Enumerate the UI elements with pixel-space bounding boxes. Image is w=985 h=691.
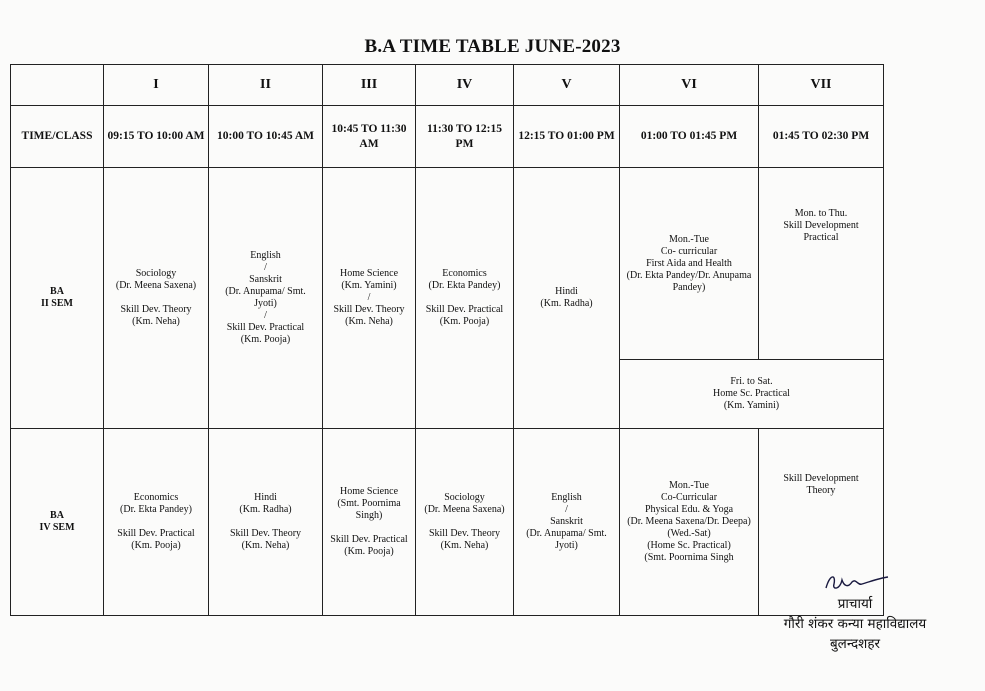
class-cell: [620, 429, 759, 616]
cell-line: /: [264, 310, 267, 321]
cell-line: Skill Development: [783, 220, 859, 231]
cell-line: (Dr. Meena Saxena): [424, 504, 505, 515]
cell-line: [106, 516, 206, 528]
class-cell: [620, 360, 884, 429]
period-header: II: [209, 65, 323, 106]
cell-line: Co-Curricular: [660, 492, 718, 503]
cell-line: Mon.-Tue: [669, 480, 709, 491]
cell-line: (Home Sc. Practical): [647, 540, 731, 551]
cell-line: Sociology: [135, 268, 177, 279]
cell-line: [418, 516, 511, 528]
class-cell: [759, 168, 884, 360]
cell-line: (Km. Neha): [345, 316, 393, 327]
cell-line: Hindi: [254, 492, 277, 503]
cell-line: (Smt. Poornima Singh: [644, 552, 734, 563]
cell-line: Skill Dev. Theory: [333, 304, 405, 315]
cell-line: (Km. Pooja): [439, 316, 490, 327]
cell-line: (Dr. Ekta Pandey): [120, 504, 192, 515]
cell-line: Economics: [442, 268, 487, 279]
time-slot: 09:15 TO 10:00 AM: [104, 106, 209, 168]
cell-line: Jyoti): [254, 298, 277, 309]
cell-line: [418, 292, 511, 304]
cell-line: Skill Dev. Theory: [229, 528, 302, 539]
class-cell: [620, 168, 759, 360]
cell-line: Practical: [803, 232, 839, 243]
sem4-label: BA IV SEM: [11, 429, 104, 616]
cell-line: Pandey): [672, 281, 706, 293]
class-cell: [104, 429, 209, 616]
college-city: बुलन्दशहर: [829, 636, 881, 652]
signature-mark: [822, 572, 892, 594]
cell-line: Fri. to Sat.: [730, 376, 773, 387]
cell-line: English: [250, 250, 281, 261]
period-header: IV: [416, 65, 514, 106]
cell-line: Jyoti): [555, 540, 578, 551]
time-slot: 01:45 TO 02:30 PM: [759, 106, 884, 168]
time-slot: 12:15 TO 01:00 PM: [514, 106, 620, 168]
time-slot: 11:30 TO 12:15 PM: [416, 106, 514, 168]
cell-line: (Km. Pooja): [344, 546, 394, 557]
principal-designation: प्राचार्या: [837, 596, 873, 612]
cell-line: Skill Dev. Practical: [425, 304, 504, 315]
cell-line: Skill Dev. Practical: [226, 322, 305, 333]
time-row: [11, 106, 884, 168]
period-header-row: [11, 65, 884, 106]
cell-line: (Dr. Meena Saxena): [115, 280, 197, 291]
timetable: [10, 64, 884, 616]
cell-line: Hindi: [555, 286, 578, 297]
page-title: B.A TIME TABLE JUNE-2023: [364, 36, 621, 57]
period-header: VI: [620, 65, 759, 106]
cell-line: Skill Dev. Practical: [117, 528, 195, 539]
cell-line: (Dr. Ekta Pandey): [428, 280, 501, 291]
time-slot: 01:00 TO 01:45 PM: [620, 106, 759, 168]
cell-line: (Smt. Poornima Singh): [337, 498, 401, 521]
period-header: VII: [759, 65, 884, 106]
cell-line: Economics: [133, 492, 179, 503]
time-slot: 10:45 TO 11:30 AM: [323, 106, 416, 168]
period-header: I: [104, 65, 209, 106]
sem2-row: [11, 168, 884, 360]
cell-line: English: [551, 492, 582, 503]
cell-line: (Dr. Anupama/ Smt.: [526, 528, 607, 539]
cell-line: /: [264, 262, 267, 273]
cell-line: /: [565, 504, 568, 515]
time-slot: 10:00 TO 10:45 AM: [209, 106, 323, 168]
class-cell: [104, 168, 209, 429]
cell-line: (Dr. Ekta Pandey/Dr. Anupama: [626, 269, 752, 281]
cell-line: Skill Dev. Theory: [120, 304, 192, 315]
cell-line: (Km. Yamini): [723, 400, 780, 411]
signature-block: [740, 572, 970, 654]
cell-line: Theory: [806, 485, 836, 496]
cell-line: [211, 516, 320, 528]
cell-line: First Aida and Health: [646, 257, 732, 269]
cell-line: Home Science: [339, 268, 399, 279]
cell-line: Skill Dev. Practical: [330, 534, 408, 545]
cell-line: (Km. Pooja): [240, 334, 291, 345]
class-cell: [416, 429, 514, 616]
cell-line: (Dr. Meena Saxena/Dr. Deepa): [627, 516, 751, 527]
cell-line: Home Science: [339, 486, 399, 497]
college-name: गौरी शंकर कन्या महाविद्यालय: [783, 616, 927, 632]
cell-line: (Km. Neha): [241, 540, 290, 551]
class-cell: [416, 168, 514, 429]
cell-line: (Km. Pooja): [131, 540, 181, 551]
cell-line: Physical Edu. & Yoga: [644, 504, 734, 515]
class-cell: [323, 168, 416, 429]
class-cell: [514, 429, 620, 616]
cell-line: (Km. Radha): [540, 298, 593, 309]
cell-line: Skill Dev. Theory: [428, 528, 501, 539]
cell-line: Skill Development: [783, 473, 859, 484]
period-header: III: [323, 65, 416, 106]
cell-line: (Km. Radha): [239, 504, 292, 515]
cell-line: (Km. Neha): [132, 316, 180, 327]
cell-line: Co- curricular: [660, 245, 718, 257]
class-cell: [209, 429, 323, 616]
cell-line: Mon. to Thu.: [794, 208, 848, 219]
cell-line: (Dr. Anupama/ Smt.: [225, 286, 306, 297]
period-header: V: [514, 65, 620, 106]
cell-line: [325, 522, 413, 534]
cell-line: (Wed.-Sat): [667, 528, 711, 539]
cell-line: (Km. Neha): [440, 540, 489, 551]
class-cell: [209, 168, 323, 429]
cell-line: (Km. Yamini): [341, 280, 397, 291]
corner-cell: [11, 65, 104, 106]
cell-line: Sanskrit: [550, 516, 583, 527]
cell-line: Sociology: [444, 492, 485, 503]
cell-line: /: [367, 292, 371, 303]
class-cell: [514, 168, 620, 429]
cell-line: [106, 292, 206, 304]
cell-line: Sanskrit: [249, 274, 282, 285]
time-class-label: TIME/CLASS: [11, 106, 104, 168]
class-cell: [323, 429, 416, 616]
cell-line: Home Sc. Practical: [713, 388, 790, 399]
sem2-label: BA II SEM: [11, 168, 104, 429]
cell-line: Mon.-Tue: [669, 233, 709, 245]
